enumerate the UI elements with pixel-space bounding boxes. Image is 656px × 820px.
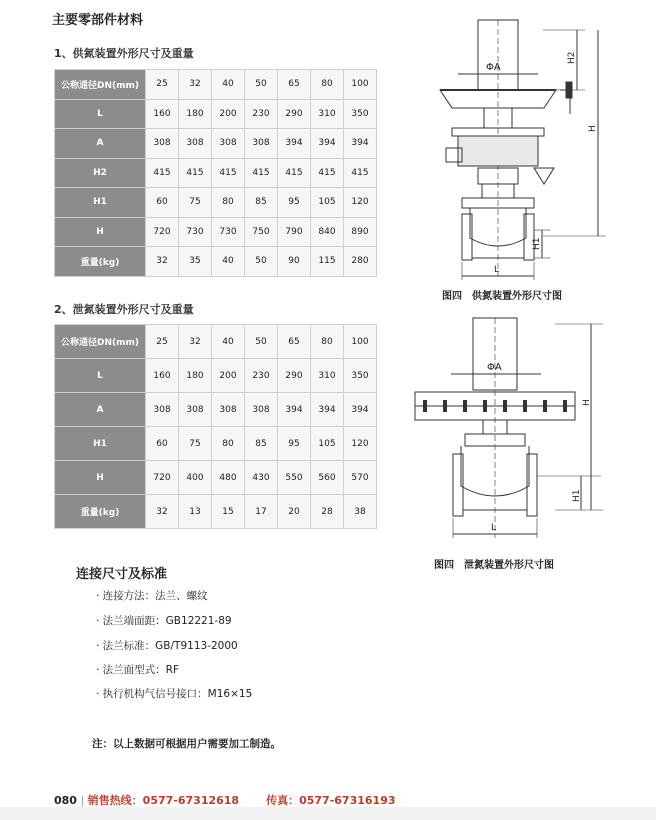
table-cell: 415 (311, 158, 344, 188)
table-cell: 560 (311, 461, 344, 495)
table-cell: 400 (179, 461, 212, 495)
table-cell: 310 (311, 359, 344, 393)
row-header: H1 (55, 188, 146, 218)
table-cell: 430 (245, 461, 278, 495)
table-row (55, 129, 377, 159)
footer: 080 | 销售热线：0577-67312618 传真：0577-67316193 (54, 794, 396, 807)
note-text: 注：以上数据可根据用户需要加工制造。 (92, 738, 281, 750)
page-title: 主要零部件材料 (52, 13, 144, 28)
h2-label: H2 (567, 51, 577, 64)
table-cell: 95 (278, 427, 311, 461)
row-header: 重量(kg) (55, 495, 146, 529)
table-cell: 350 (344, 359, 377, 393)
table-cell: 290 (278, 359, 311, 393)
table-cell: 75 (179, 427, 212, 461)
l-label-2: L (491, 523, 497, 533)
table-cell: 290 (278, 99, 311, 129)
table-row (55, 495, 377, 529)
row-header: A (55, 393, 146, 427)
table-cell: 720 (146, 461, 179, 495)
table-cell: 80 (212, 427, 245, 461)
table-cell: 308 (245, 393, 278, 427)
page-number: 080 (54, 794, 77, 807)
table-cell: 40 (212, 325, 245, 359)
table-cell: 32 (179, 70, 212, 100)
table-cell: 65 (278, 70, 311, 100)
table-cell: 50 (245, 325, 278, 359)
h1-label: H1 (532, 237, 542, 250)
table-cell: 50 (245, 247, 278, 277)
table-cell: 350 (344, 99, 377, 129)
table-row (55, 461, 377, 495)
table-row (55, 359, 377, 393)
spec-table-supply (54, 69, 377, 277)
table-cell: 750 (245, 217, 278, 247)
table-cell: 75 (179, 188, 212, 218)
connection-item: · 法兰面型式：RF (96, 664, 180, 676)
table-cell: 308 (146, 393, 179, 427)
table-cell: 180 (179, 99, 212, 129)
section2-heading: 2、泄氮装置外形尺寸及重量 (54, 303, 194, 316)
table-row (55, 427, 377, 461)
table-cell: 308 (146, 129, 179, 159)
hotline: 销售热线：0577-67312618 (87, 794, 240, 807)
table-cell: 308 (179, 129, 212, 159)
l-label: L (494, 265, 500, 275)
table-cell: 308 (179, 393, 212, 427)
row-header: H (55, 461, 146, 495)
discharge-device-drawing (405, 310, 605, 540)
figure2-caption: 图四 泄氮装置外形尺寸图 (434, 560, 554, 571)
connection-item: · 连接方法：法兰、螺纹 (96, 590, 208, 602)
table-cell: 200 (212, 359, 245, 393)
table-cell: 13 (179, 495, 212, 529)
spec-table-discharge (54, 324, 377, 529)
table-cell: 95 (278, 188, 311, 218)
table-cell: 790 (278, 217, 311, 247)
table-cell: 17 (245, 495, 278, 529)
table-cell: 32 (179, 325, 212, 359)
table-cell: 35 (179, 247, 212, 277)
table-cell: 308 (212, 129, 245, 159)
table-cell: 25 (146, 325, 179, 359)
table-cell: 394 (278, 393, 311, 427)
connection-title: 连接尺寸及标准 (76, 567, 168, 582)
table-cell: 115 (311, 247, 344, 277)
h1-label-2: H1 (572, 489, 582, 502)
h-label-2: H (582, 399, 592, 406)
row-header: 重量(kg) (55, 247, 146, 277)
table-cell: 160 (146, 99, 179, 129)
table-cell: 120 (344, 188, 377, 218)
table-cell: 415 (278, 158, 311, 188)
row-header: H1 (55, 427, 146, 461)
table-cell: 28 (311, 495, 344, 529)
table-cell: 415 (344, 158, 377, 188)
table-cell: 415 (179, 158, 212, 188)
table-cell: 85 (245, 188, 278, 218)
row-header: H (55, 217, 146, 247)
table-cell: 180 (179, 359, 212, 393)
row-header: H2 (55, 158, 146, 188)
connection-item: · 法兰端面距：GB12221-89 (96, 615, 232, 627)
table-row (55, 99, 377, 129)
table-cell: 310 (311, 99, 344, 129)
table-cell: 230 (245, 359, 278, 393)
table-row (55, 158, 377, 188)
table-cell: 280 (344, 247, 377, 277)
bottom-strip (0, 807, 656, 820)
table-cell: 415 (212, 158, 245, 188)
table-cell: 50 (245, 70, 278, 100)
row-header: L (55, 359, 146, 393)
table-cell: 394 (311, 393, 344, 427)
table-cell: 90 (278, 247, 311, 277)
table-cell: 230 (245, 99, 278, 129)
table-cell: 120 (344, 427, 377, 461)
table-cell: 394 (278, 129, 311, 159)
table-cell: 80 (212, 188, 245, 218)
table-cell: 60 (146, 427, 179, 461)
row-header: 公称通径DN(mm) (55, 325, 146, 359)
table-cell: 38 (344, 495, 377, 529)
table-cell: 394 (344, 393, 377, 427)
table-row (55, 325, 377, 359)
table-cell: 394 (344, 129, 377, 159)
table-cell: 730 (212, 217, 245, 247)
table-cell: 200 (212, 99, 245, 129)
row-header: 公称通径DN(mm) (55, 70, 146, 100)
table-cell: 20 (278, 495, 311, 529)
table-row (55, 247, 377, 277)
table-cell: 105 (311, 188, 344, 218)
table-cell: 65 (278, 325, 311, 359)
table-cell: 720 (146, 217, 179, 247)
table-cell: 100 (344, 70, 377, 100)
table-cell: 394 (311, 129, 344, 159)
table-cell: 15 (212, 495, 245, 529)
table-cell: 40 (212, 70, 245, 100)
table-cell: 100 (344, 325, 377, 359)
table-cell: 415 (146, 158, 179, 188)
table-cell: 550 (278, 461, 311, 495)
table-cell: 308 (245, 129, 278, 159)
table-cell: 85 (245, 427, 278, 461)
table-cell: 730 (179, 217, 212, 247)
table-cell: 40 (212, 247, 245, 277)
supply-device-drawing (410, 18, 610, 280)
table-row (55, 70, 377, 100)
table-cell: 32 (146, 247, 179, 277)
table-cell: 570 (344, 461, 377, 495)
figure1-caption: 图四 供氮装置外形尺寸图 (442, 291, 562, 302)
row-header: A (55, 129, 146, 159)
row-header: L (55, 99, 146, 129)
table-cell: 60 (146, 188, 179, 218)
table-row (55, 217, 377, 247)
connection-item: · 法兰标准：GB/T9113-2000 (96, 640, 238, 652)
h-label: H (588, 125, 598, 132)
phi-a-label: ΦA (486, 62, 501, 73)
table-cell: 32 (146, 495, 179, 529)
table-cell: 308 (212, 393, 245, 427)
table-cell: 105 (311, 427, 344, 461)
phi-a-label-2: ΦA (487, 362, 502, 373)
table-cell: 890 (344, 217, 377, 247)
table-cell: 840 (311, 217, 344, 247)
table-cell: 415 (245, 158, 278, 188)
table-cell: 25 (146, 70, 179, 100)
table-cell: 480 (212, 461, 245, 495)
table-row (55, 188, 377, 218)
table-row (55, 393, 377, 427)
connection-item: · 执行机构气信号接口：M16×15 (96, 688, 253, 700)
table-cell: 80 (311, 70, 344, 100)
table-cell: 160 (146, 359, 179, 393)
section1-heading: 1、供氮装置外形尺寸及重量 (54, 47, 194, 60)
table-cell: 80 (311, 325, 344, 359)
fax: 传真：0577-67316193 (266, 794, 396, 807)
